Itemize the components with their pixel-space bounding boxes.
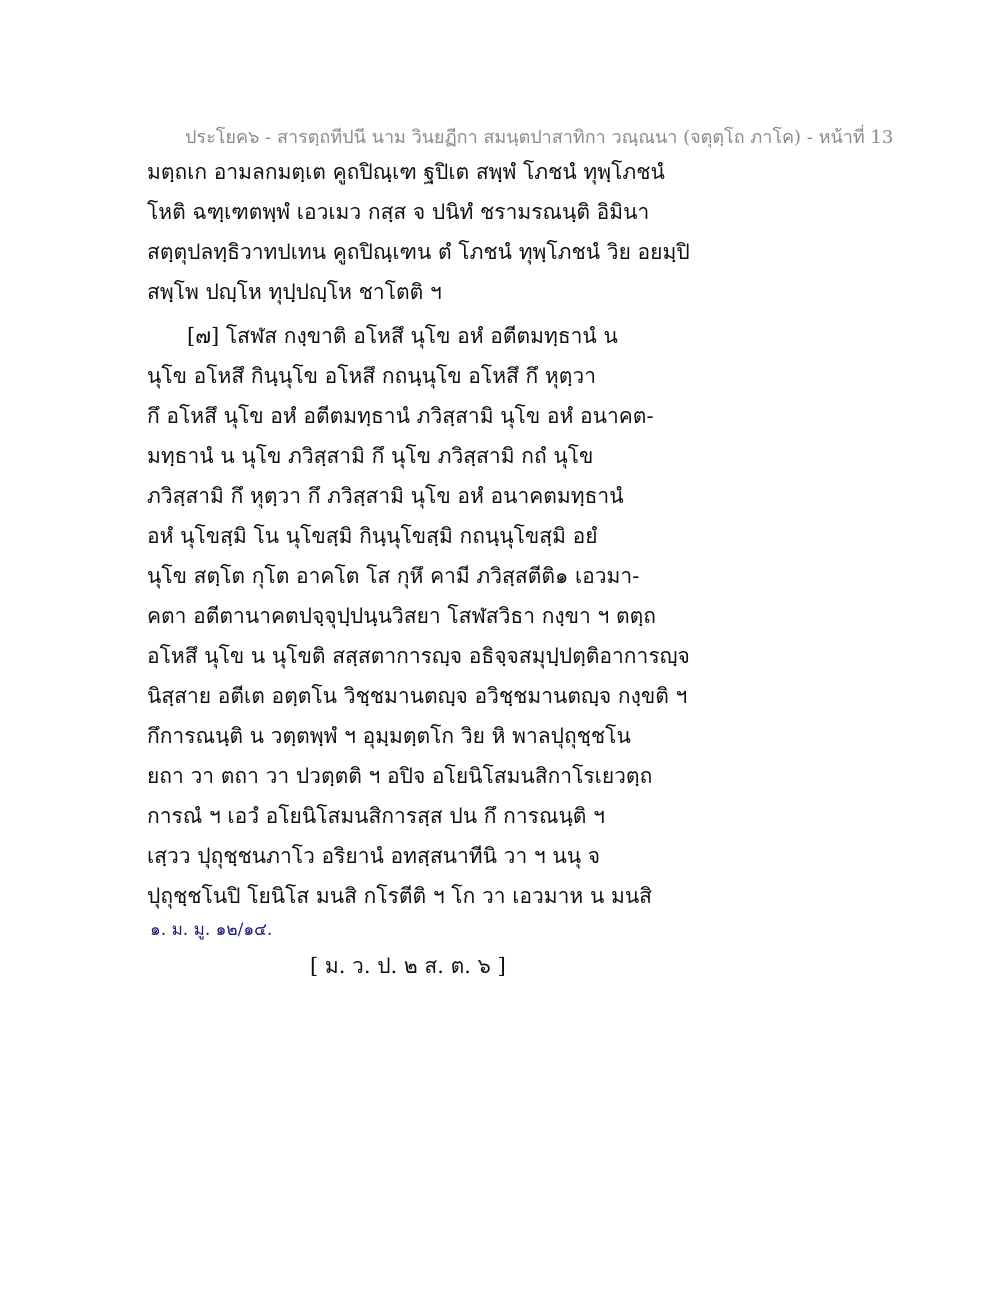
text-line: กึการณนฺติ น วตฺตพฺพํ ฯ อุมฺมตฺตโก วิย หิ พาลปุถุชฺชโน — [147, 724, 631, 748]
text-line: สตฺตุปลทฺธิวาทปเทน คูถปิณฺเฑน ตํ โภชนํ ทุพฺโภชนํ วิย อยมฺปิ — [147, 240, 690, 264]
text-line: มทฺธานํ น นุโข ภวิสฺสามิ กึ นุโข ภวิสฺสามิ กถํ นุโข — [147, 444, 594, 468]
text-line: นุโข อโหสึ กินฺนุโข อโหสึ กถนฺนุโข อโหสึ กึ หุตฺวา — [147, 364, 596, 388]
text-line: สพฺโพ ปญฺโห ทุปฺปญฺโห ชาโตติ ฯ — [147, 280, 442, 304]
text-line: นิสฺสาย อตีเต อตฺตโน วิชฺชมานตญฺจ อวิชฺชมานตญฺจ กงฺขติ ฯ — [147, 684, 688, 708]
text-line: คตา อตีตานาคตปจฺจุปฺปนฺนวิสยา โสฬสวิธา กงฺขา ฯ ตตฺถ — [147, 604, 656, 628]
page-reference: [ ม. ว. ป. ๒ ส. ต. ๖ ] — [310, 954, 506, 978]
paragraph-start-line: [๗] โสฬส กงฺขาติ อโหสึ นุโข อหํ อตีตมทฺธานํ น — [187, 324, 618, 348]
text-line: มตฺถเก อามลกมตฺเต คูถปิณฺเฑ ฐปิเต สพฺพํ โภชนํ ทุพฺโภชนํ — [147, 160, 665, 184]
text-line: โหติ ฉฑฺเฑตพฺพํ เอวเมว กสฺส จ ปนิทํ ชรามรณนฺติ อิมินา — [147, 200, 650, 224]
text-line: ยถา วา ตถา วา ปวตฺตติ ฯ อปิจ อโยนิโสมนสิกาโรเยวตฺถ — [147, 764, 653, 788]
footnote: ๑. ม. มู. ๑๒/๑๔. — [150, 920, 273, 940]
text-line: อหํ นุโขสฺมิ โน นุโขสฺมิ กินฺนุโขสฺมิ กถนฺนุโขสฺมิ อยํ — [147, 524, 598, 548]
running-header: ประโยค๖ - สารตฺถทีปนี นาม วินยฏีกา สมนฺตปาสาทิกา วณฺณนา (จตุตฺโถ ภาโค) - หน้าที่ 13 — [185, 127, 894, 148]
text-line: การณํ ฯ เอวํ อโยนิโสมนสิการสฺส ปน กึ การณนฺติ ฯ — [147, 804, 605, 828]
text-line: กึ อโหสึ นุโข อหํ อตีตมทฺธานํ ภวิสฺสามิ นุโข อหํ อนาคต- — [147, 404, 654, 428]
body-text — [147, 152, 867, 916]
text-line: นุโข สตฺโต กุโต อาคโต โส กุหึ คามี ภวิสฺสตีติ๑ เอวมา- — [147, 564, 640, 588]
text-line: อโหสึ นุโข น นุโขติ สสฺสตาการญฺจ อธิจฺจสมุปฺปตฺติอาการญฺจ — [147, 644, 690, 668]
text-line: เสฺวว ปุถุชฺชนภาโว อริยานํ อทสฺสนาทีนิ วา ฯ นนุ จ — [147, 844, 601, 868]
text-line: ปุถุชฺชโนปิ โยนิโส มนสิ กโรตีติ ฯ โก วา เอวมาห น มนสิ — [147, 884, 652, 908]
text-line: ภวิสฺสามิ กึ หุตฺวา กึ ภวิสฺสามิ นุโข อหํ อนาคตมทฺธานํ — [147, 484, 624, 508]
